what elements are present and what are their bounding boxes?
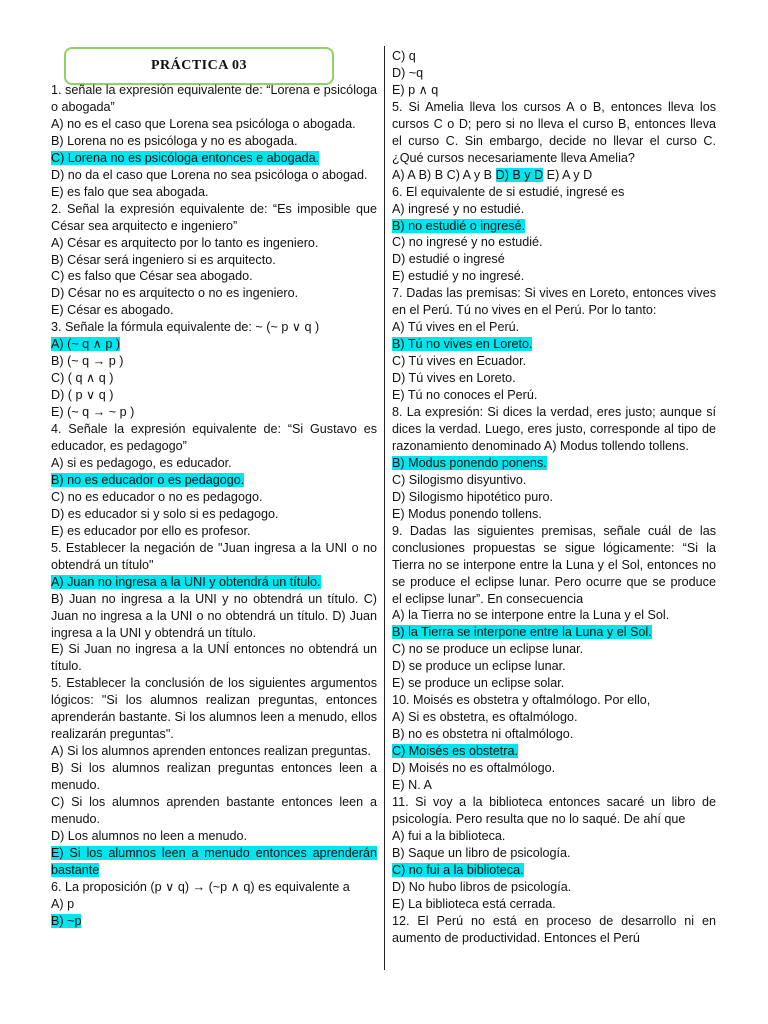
answer-highlighted bbox=[51, 913, 377, 930]
text-line bbox=[51, 184, 377, 201]
text-line bbox=[392, 726, 716, 743]
line-text: D) se produce un eclipse lunar. bbox=[392, 659, 566, 674]
line-text: B) no es obstetra ni oftalmólogo. bbox=[392, 727, 574, 742]
line-text: 6. El equivalente de si estudié, ingresé es bbox=[392, 184, 625, 199]
text-line bbox=[51, 540, 377, 574]
line-text: E) es falo que sea abogada. bbox=[51, 184, 209, 199]
text-line bbox=[51, 421, 377, 455]
line-text: 3. Señale la fórmula equivalente de: ~ (~ p ∨ q ) bbox=[51, 320, 320, 335]
line-text: A) Tú vives en el Perú. bbox=[392, 320, 520, 335]
line-text: 12. El Perú no está en proceso de desarrollo ni en aumento de productividad. Entonces el Perú bbox=[392, 913, 716, 945]
text-line bbox=[51, 268, 377, 285]
text-line bbox=[51, 879, 377, 896]
line-text: A) Si los alumnos aprenden entonces realizan preguntas. bbox=[51, 744, 371, 759]
line-text: A) si es pedagogo, es educador. bbox=[51, 455, 232, 470]
text-line bbox=[392, 184, 716, 201]
text-line bbox=[392, 82, 716, 99]
line-text: 4. Señale la expresión equivalente de: “Si Gustavo es educador, es pedagogo” bbox=[51, 422, 377, 454]
line-text: C) es falso que César sea abogado. bbox=[51, 269, 253, 284]
text-line bbox=[51, 167, 377, 184]
line-text: E) César es abogado. bbox=[51, 303, 174, 318]
text-line bbox=[392, 404, 716, 455]
line-text: E) La biblioteca está cerrada. bbox=[392, 896, 556, 911]
line-text: A) fui a la biblioteca. bbox=[392, 828, 506, 843]
line-text: D) Los alumnos no leen a menudo. bbox=[51, 828, 248, 843]
line-text: D) es educador si y solo si es pedagogo. bbox=[51, 506, 279, 521]
line-text: A) ingresé y no estudié. bbox=[392, 201, 525, 216]
answer-highlighted bbox=[51, 150, 377, 167]
column-divider bbox=[384, 46, 385, 970]
text-line bbox=[392, 913, 716, 947]
line-text: A) Juan no ingresa a la UNI y obtendrá un título. bbox=[51, 574, 321, 589]
text-line bbox=[51, 235, 377, 252]
text-line bbox=[51, 760, 377, 794]
page-title: PRÁCTICA 03 bbox=[150, 58, 248, 73]
line-text: C) Silogismo disyuntivo. bbox=[392, 472, 527, 487]
text-line bbox=[51, 370, 377, 387]
text-line bbox=[392, 760, 716, 777]
line-text: 11. Si voy a la biblioteca entonces sacaré un libro de psicología. Pero resulta que no lo saqué. De ahí que bbox=[392, 794, 716, 826]
text-line bbox=[51, 252, 377, 269]
text-line bbox=[51, 353, 377, 370]
line-text: D) César no es arquitecto o no es ingeniero. bbox=[51, 286, 299, 301]
text-line bbox=[392, 777, 716, 794]
line-text: D) Tú vives en Loreto. bbox=[392, 371, 516, 386]
line-text: 9. Dadas las siguientes premisas, señale cuál de las conclusiones propuestas se sigue lógicamente: “Si la Tierra no se interpone entre la Luna y el Sol, entonces no se produce el eclipse lunar. Pero ocurre que se produce el eclipse lunar”. En consecuencia bbox=[392, 523, 716, 606]
text-line bbox=[392, 896, 716, 913]
q5-option-d-highlighted: D) B y D bbox=[495, 167, 544, 182]
line-text: C) Lorena no es psicóloga entonces e abogada. bbox=[51, 150, 320, 165]
text-line bbox=[392, 65, 716, 82]
line-text: C) Tú vives en Ecuador. bbox=[392, 354, 527, 369]
text-line bbox=[392, 523, 716, 608]
text-line bbox=[51, 302, 377, 319]
text-line bbox=[392, 879, 716, 896]
text-line bbox=[392, 641, 716, 658]
text-line bbox=[51, 133, 377, 150]
text-line bbox=[51, 82, 377, 116]
line-text: B) no estudié o ingresé. bbox=[392, 218, 526, 233]
line-text: 2. Señal la expresión equivalente de: “Es imposible que César sea arquitecto e ingeniero” bbox=[51, 201, 377, 233]
text-line bbox=[392, 489, 716, 506]
line-text: C) no es educador o no es pedagogo. bbox=[51, 489, 263, 504]
text-line bbox=[51, 116, 377, 133]
line-text: E) estudié y no ingresé. bbox=[392, 269, 525, 284]
text-line bbox=[392, 607, 716, 624]
text-line bbox=[392, 201, 716, 218]
text-line bbox=[51, 201, 377, 235]
line-text: D) ( p ∨ q ) bbox=[51, 388, 114, 403]
line-text: C) ( q ∧ q ) bbox=[51, 371, 114, 386]
text-line bbox=[392, 319, 716, 336]
line-text: A) p bbox=[51, 896, 75, 911]
line-text: B) Tú no vives en Loreto. bbox=[392, 337, 533, 352]
text-line bbox=[51, 641, 377, 675]
text-line bbox=[392, 370, 716, 387]
answer-highlighted bbox=[392, 218, 716, 235]
line-text: E) es educador por ello es profesor. bbox=[51, 523, 251, 538]
line-text: E) N. A bbox=[392, 777, 432, 792]
line-text: A) (~ q ∧ p ) bbox=[51, 337, 121, 352]
text-line bbox=[51, 319, 377, 336]
line-text: B) Si los alumnos realizan preguntas entonces leen a menudo. bbox=[51, 761, 377, 793]
text-line bbox=[392, 99, 716, 167]
text-line bbox=[392, 285, 716, 319]
text-line bbox=[392, 692, 716, 709]
text-line bbox=[51, 404, 377, 421]
text-line bbox=[392, 658, 716, 675]
line-text: D) No hubo libros de psicología. bbox=[392, 879, 572, 894]
text-line bbox=[51, 455, 377, 472]
right-column bbox=[392, 48, 716, 947]
text-line bbox=[392, 353, 716, 370]
text-line bbox=[392, 387, 716, 404]
line-text: B) César será ingeniero si es arquitecto. bbox=[51, 252, 276, 267]
text-line bbox=[51, 489, 377, 506]
line-text: D) no da el caso que Lorena no sea psicóloga o abogad. bbox=[51, 167, 368, 182]
line-text: C) no se produce un eclipse lunar. bbox=[392, 642, 584, 657]
line-text: A) César es arquitecto por lo tanto es ingeniero. bbox=[51, 235, 319, 250]
text-line bbox=[51, 743, 377, 760]
text-line bbox=[392, 251, 716, 268]
line-text: B) (~ q → p ) bbox=[51, 354, 124, 369]
text-line bbox=[51, 828, 377, 845]
line-text: 6. La proposición (p ∨ q) → (~p ∧ q) es equivalente a bbox=[51, 879, 350, 894]
line-text: 5. Establecer la conclusión de los siguientes argumentos lógicos: "Si los alumnos realizan preguntas, entonces aprenderán bastante. Si los alumnos leen a menudo, ellos realizarán preguntas". bbox=[51, 676, 377, 742]
line-text: C) q bbox=[392, 49, 416, 63]
text-line bbox=[51, 387, 377, 404]
line-text: C) Moisés es obstetra. bbox=[392, 744, 518, 759]
line-text: 1. señale la expresión equivalente de: “Lorena e psicóloga o abogada” bbox=[51, 83, 377, 114]
line-text: A) Si es obstetra, es oftalmólogo. bbox=[392, 710, 578, 725]
line-text: A) la Tierra no se interpone entre la Luna y el Sol. bbox=[392, 608, 670, 623]
line-text: 5. Si Amelia lleva los cursos A o B, entonces lleva los cursos C o D; pero si no lleva el curso B, entonces lleva el curso C. Sin embargo, decide no llevar el curso C. ¿Qué cursos necesariamente lleva Amelia? bbox=[392, 99, 716, 165]
text-line bbox=[51, 794, 377, 828]
line-text: B) la Tierra se interpone entre la Luna y el Sol. bbox=[392, 625, 652, 640]
line-text: B) Modus ponendo ponens. bbox=[392, 455, 547, 470]
line-text: E) p ∧ q bbox=[392, 82, 439, 97]
answer-highlighted bbox=[392, 862, 716, 879]
line-text: E) Si los alumnos leen a menudo entonces aprenderán bastante bbox=[51, 845, 377, 877]
text-line bbox=[51, 523, 377, 540]
line-text: B) Saque un libro de psicología. bbox=[392, 845, 571, 860]
text-line bbox=[51, 896, 377, 913]
title-box bbox=[64, 47, 334, 85]
answer-highlighted bbox=[392, 336, 716, 353]
line-text: D) Moisés no es oftalmólogo. bbox=[392, 761, 556, 776]
line-text: 8. La expresión: Si dices la verdad, eres justo; aunque sí dices la verdad. Luego, eres justo, corresponde al tipo de razonamiento denominado A) Modus tollendo tollens. bbox=[392, 405, 716, 453]
line-text: B) no es educador o es pedagogo. bbox=[51, 472, 245, 487]
text-line bbox=[51, 675, 377, 743]
line-text: C) no ingresé y no estudié. bbox=[392, 235, 543, 250]
text-line bbox=[392, 48, 716, 65]
text-line bbox=[51, 591, 377, 642]
text-line bbox=[392, 268, 716, 285]
line-text: 7. Dadas las premisas: Si vives en Loreto, entonces vives en el Perú. Tú no vives en el Perú. Por lo tanto: bbox=[392, 286, 716, 318]
text-line bbox=[392, 794, 716, 828]
line-text: E) Modus ponendo tollens. bbox=[392, 506, 542, 521]
answer-highlighted bbox=[51, 574, 377, 591]
answer-highlighted bbox=[392, 455, 716, 472]
q5-option-e: E) A y D bbox=[543, 167, 593, 182]
q5-options-line bbox=[392, 167, 716, 184]
line-text: E) Tú no conoces el Perú. bbox=[392, 388, 538, 403]
answer-highlighted bbox=[51, 336, 377, 353]
line-text: D) estudié o ingresé bbox=[392, 252, 505, 267]
line-text: B) ~p bbox=[51, 913, 82, 928]
line-text: E) Si Juan no ingresa a la UNÍ entonces no obtendrá un título. bbox=[51, 642, 377, 674]
line-text: D) Silogismo hipotético puro. bbox=[392, 489, 553, 504]
text-line bbox=[51, 506, 377, 523]
text-line bbox=[392, 234, 716, 251]
text-line bbox=[392, 472, 716, 489]
line-text: D) ~q bbox=[392, 65, 424, 80]
text-line bbox=[51, 285, 377, 302]
text-line bbox=[392, 709, 716, 726]
line-text: C) Si los alumnos aprenden bastante entonces leen a menudo. bbox=[51, 795, 377, 826]
line-text: E) se produce un eclipse solar. bbox=[392, 676, 565, 691]
answer-highlighted bbox=[51, 845, 377, 879]
line-text: C) no fui a la biblioteca. bbox=[392, 862, 524, 877]
answer-highlighted bbox=[51, 472, 377, 489]
left-column bbox=[51, 82, 377, 930]
q5-options-ac: A) A B) B C) A y B bbox=[392, 167, 496, 182]
line-text: B) Lorena no es psicóloga y no es abogada. bbox=[51, 133, 298, 148]
text-line bbox=[392, 845, 716, 862]
line-text: A) no es el caso que Lorena sea psicóloga o abogada. bbox=[51, 116, 356, 131]
line-text: 10. Moisés es obstetra y oftalmólogo. Por ello, bbox=[392, 693, 651, 708]
line-text: E) (~ q → ~ p ) bbox=[51, 405, 135, 420]
text-line bbox=[392, 506, 716, 523]
line-text: B) Juan no ingresa a la UNI y no obtendrá un título. C) Juan no ingresa a la UNI o no obtendrá un título. D) Juan ingresa a la UNI y obtendrá un título. bbox=[51, 591, 377, 640]
text-line bbox=[392, 675, 716, 692]
answer-highlighted bbox=[392, 743, 716, 760]
line-text: 5. Establecer la negación de "Juan ingresa a la UNI o no obtendrá un título" bbox=[51, 540, 377, 572]
text-line bbox=[392, 828, 716, 845]
answer-highlighted bbox=[392, 624, 716, 641]
